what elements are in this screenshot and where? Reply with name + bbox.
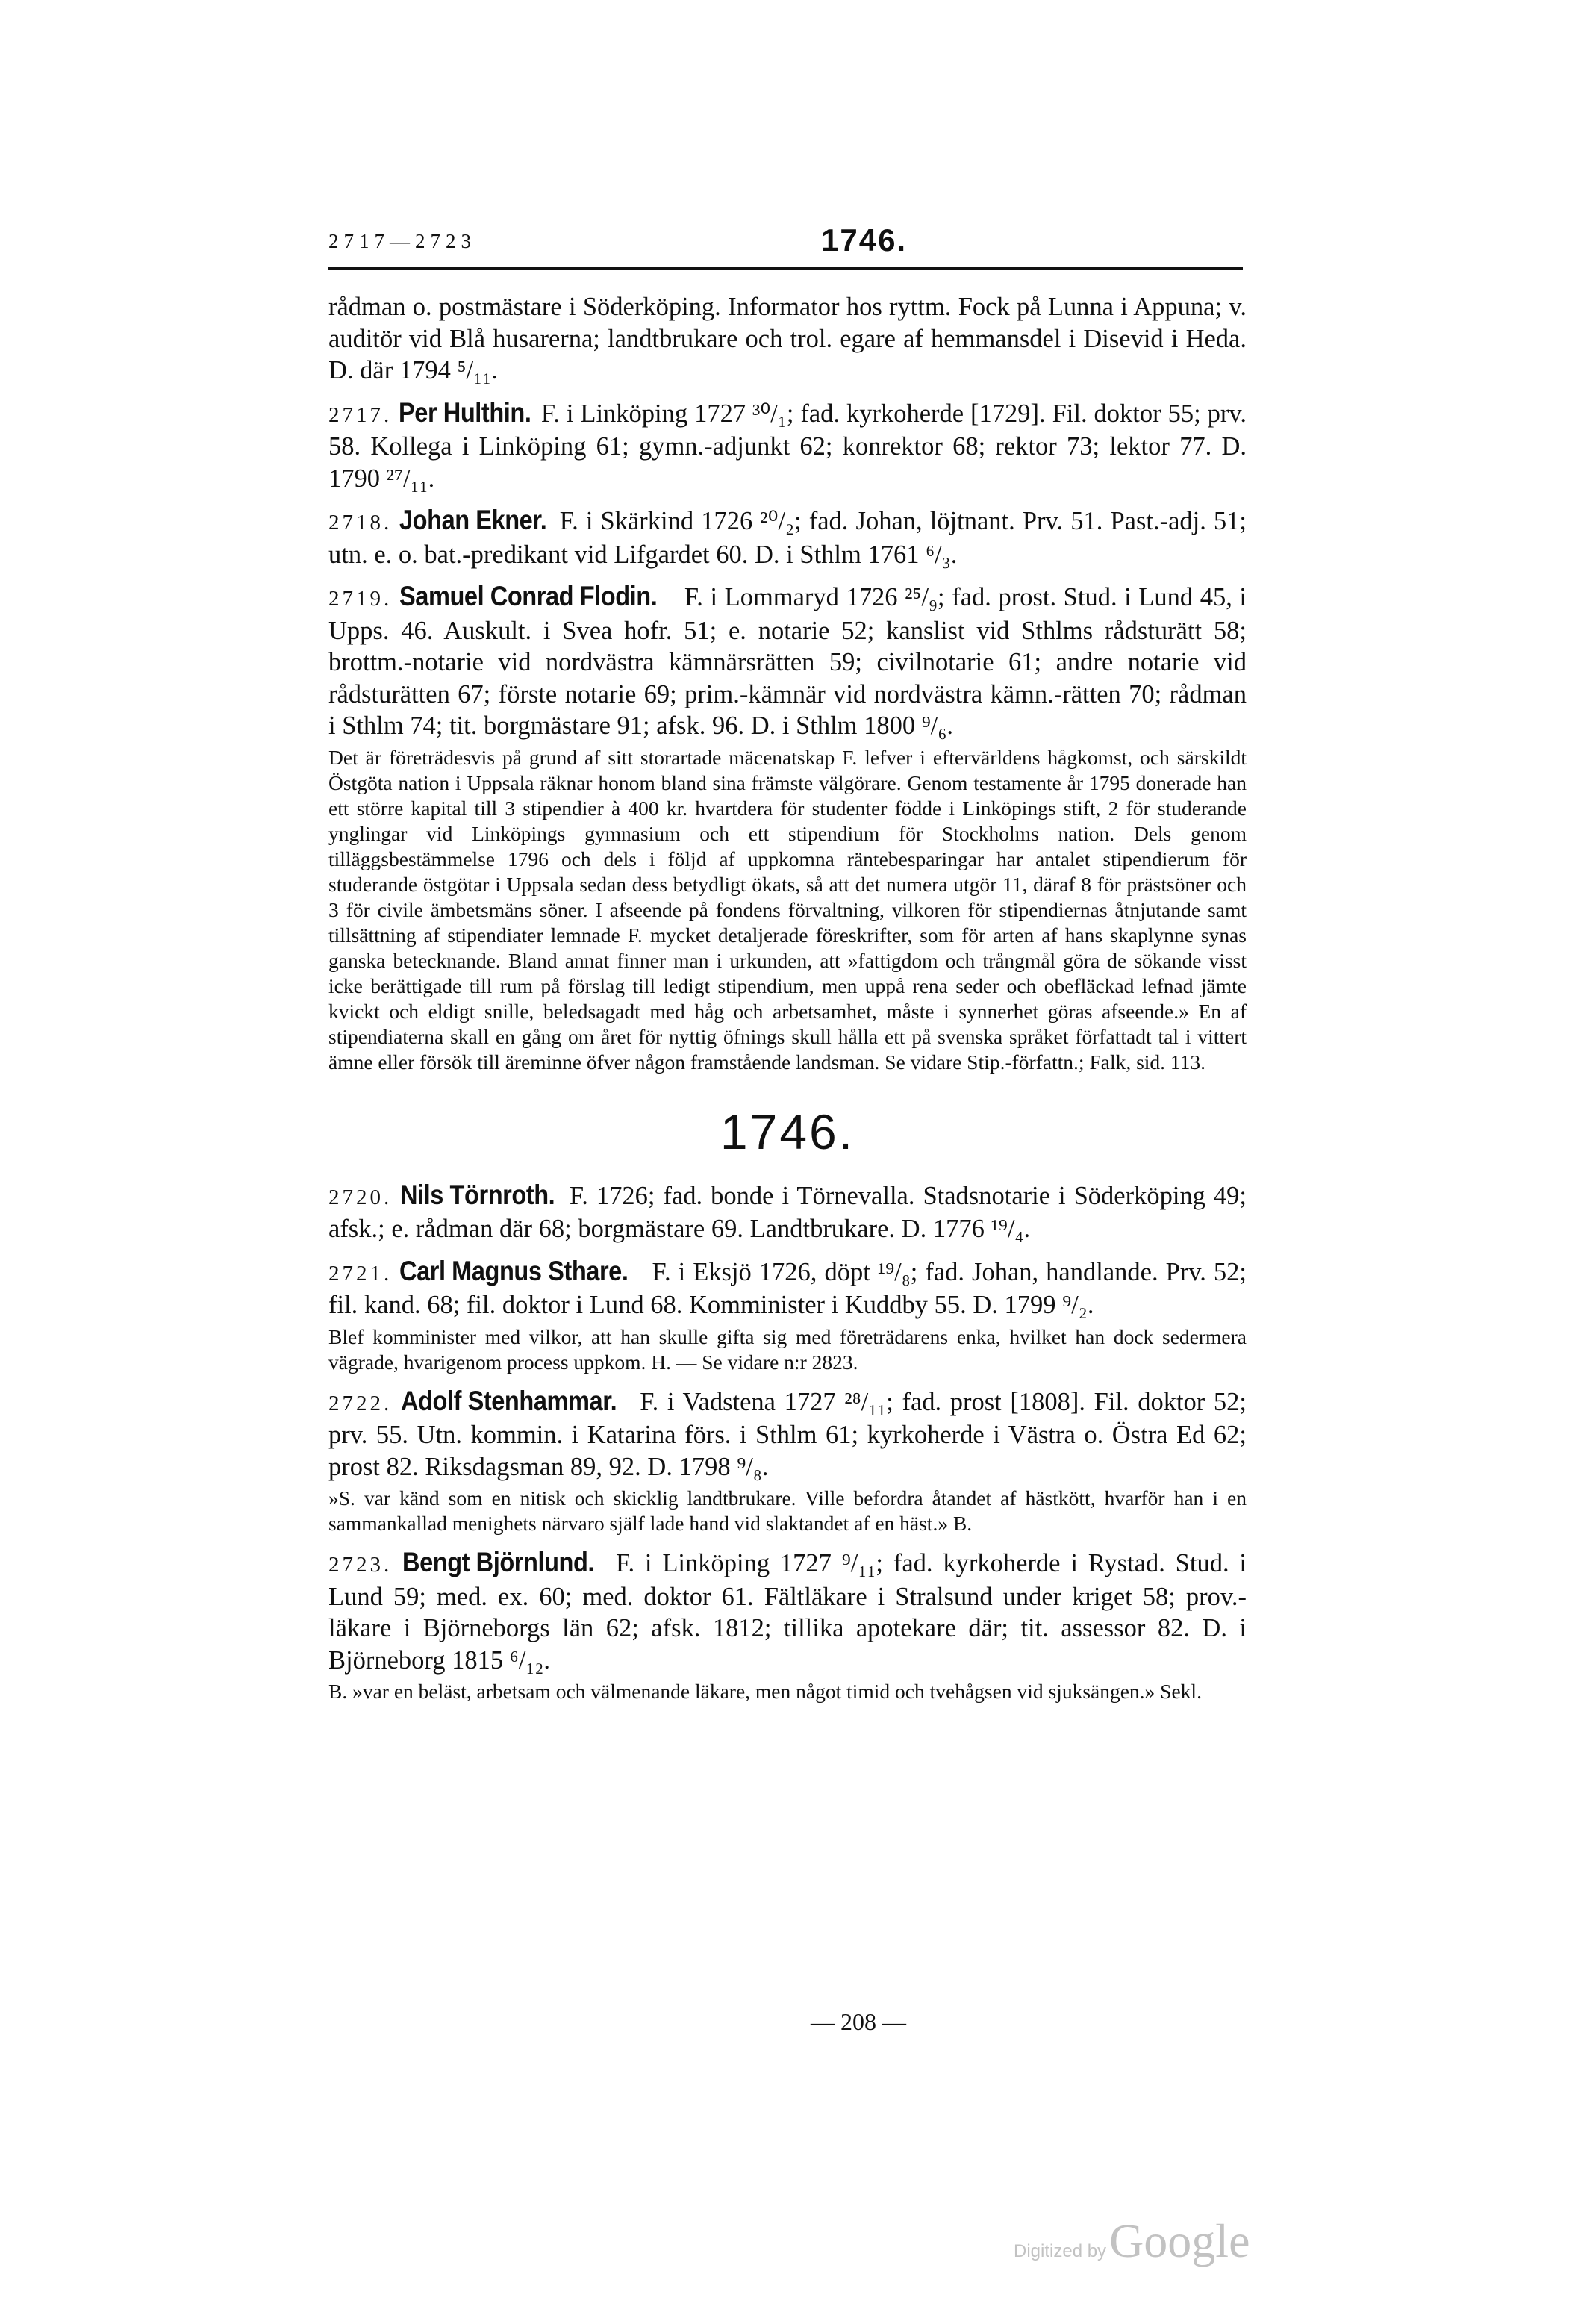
running-head-year: 1746. <box>821 222 908 258</box>
entry-name: Samuel Conrad Flodin. <box>399 581 658 611</box>
entry-text: F. 1726; fad. bonde i Törnevalla. Stadsnotarie i Söderköping 49; afsk.; e. rådman där 68; borgmästare 69. Landtbrukare. D. 1776 ¹⁹/₄. <box>328 1181 1247 1243</box>
entry-name: Carl Magnus Sthare. <box>399 1255 629 1286</box>
entry-name: Nils Törnroth. <box>400 1179 555 1210</box>
digitized-watermark <box>1014 2214 1250 2269</box>
entry-name: Bengt Björnlund. <box>402 1547 595 1577</box>
entry-text: F. i Eksjö 1726, döpt ¹⁹/₈; fad. Johan, handlande. Prv. 52; fil. kand. 68; fil. doktor i Lund 68. Komminister i Kuddby 55. D. 1799 ⁹/₂. <box>328 1257 1247 1319</box>
entry-note: »S. var känd som en nitisk och skicklig landtbrukare. Ville befordra åtandet af hästkött, hvarför han i en sammankallad menighets närvaro själf lade hand vid slaktandet af en häst.» B. <box>328 1486 1247 1535</box>
year-heading: 1746. <box>720 1103 855 1159</box>
entry-note: B. »var en beläst, arbetsam och välmenande läkare, men något timid och tvehågsen vid sjuksängen.» Sekl. <box>328 1680 1202 1703</box>
watermark-caption: Digitized by <box>1014 2241 1107 2261</box>
running-head <box>328 222 1243 270</box>
entry-name: Adolf Stenhammar. <box>400 1385 617 1416</box>
continued-entry-text: rådman o. postmästare i Söderköping. Informator hos ryttm. Fock på Lunna i Appuna; v. auditör vid Blå husarerna; landtbrukare och trol. egare af hemmansdel i Disevid i Heda. D. där 1794 ⁵/₁₁. <box>328 293 1247 384</box>
entry-number: 2718. <box>328 511 393 535</box>
entry-text: F. i Lommaryd 1726 ²⁵/₉; fad. prost. Stud. i Lund 45, i Upps. 46. Auskult. i Svea hofr. 51; e. notarie 52; kanslist vid Sthlms rådsturätt 58; brottm.-notarie vid nordvästra kämnärsrätten 59; civilnotarie 61; andre notarie vid rådsturätten 67; förste notarie 69; prim.-kämnär vid nordvästra kämn.-rätten 70; rådman i Sthlm 74; tit. borgmästare 91; afsk. 96. D. i Sthlm 1800 ⁹/₆. <box>328 583 1247 740</box>
text-column <box>328 291 1247 1704</box>
entry-text: F. i Linköping 1727 ³⁰/₁; fad. kyrkoherde [1729]. Fil. doktor 55; prv. 58. Kollega i Linköping 61; gymn.-adjunkt 62; konrektor 68; rektor 73; lektor 77. D. 1790 ²⁷/₁₁. <box>328 399 1247 493</box>
entry-name: Johan Ekner. <box>399 505 547 535</box>
entry-number: 2722. <box>328 1391 393 1415</box>
entry-2723 <box>328 1547 1247 1704</box>
entry-2720 <box>328 1180 1247 1245</box>
entry-range: 2717—2723 <box>328 230 476 252</box>
entry-note: Blef komminister med vilkor, att han skulle gifta sig med företrädarens enka, hvilket han dock sedermera vägrade, hvarigenom process uppkom. H. — Se vidare n:r 2823. <box>328 1324 1247 1374</box>
entry-number: 2721. <box>328 1261 393 1286</box>
page-number: — 208 — <box>811 2008 906 2035</box>
entry-text: F. i Linköping 1727 ⁹/₁₁; fad. kyrkoherde i Rystad. Stud. i Lund 59; med. ex. 60; med. doktor 61. Fältläkare i Stralsund under kriget 58; prov.-läkare i Björneborgs län 62; afsk. 1812; tillika apotekare där; tit. assessor 82. D. i Björneborg 1815 ⁶/₁₂. <box>328 1549 1247 1675</box>
entry-number: 2720. <box>328 1185 393 1209</box>
entry-text: F. i Vadstena 1727 ²⁸/₁₁; fad. prost [1808]. Fil. doktor 52; prv. 55. Utn. kommin. i Katarina förs. i Sthlm 61; kyrkoherde i Västra o. Östra Ed 62; prost 82. Riksdagsman 89, 92. D. 1798 ⁹/₈. <box>328 1387 1247 1481</box>
entry-number: 2717. <box>328 402 393 427</box>
entry-2719 <box>328 581 1247 1075</box>
entry-2717 <box>328 397 1247 495</box>
google-logo: Google <box>1109 2214 1250 2267</box>
entry-2721 <box>328 1256 1247 1375</box>
entry-2722 <box>328 1386 1247 1537</box>
entry-2718 <box>328 505 1247 570</box>
entry-text: F. i Skärkind 1726 ²⁰/₂; fad. Johan, löjtnant. Prv. 51. Past.-adj. 51; utn. e. o. bat.-predikant vid Lifgardet 60. D. i Sthlm 1761 ⁶/₃. <box>328 507 1247 569</box>
entry-number: 2719. <box>328 587 393 611</box>
entry-number: 2723. <box>328 1553 393 1577</box>
entry-name: Per Hulthin. <box>399 396 531 428</box>
entry-note: Det är företrädesvis på grund af sitt storartade mäcenatskap F. lefver i eftervärldens hågkomst, och särskildt Östgöta nation i Uppsala räknar honom bland sina främste välgörare. Genom testamente år 1795 donerade han ett större kapital till 3 stipendier à 400 kr. hvartdera för studenter födde i Linköpings stift, 2 för studerande ynglingar vid Linköpings gymnasium och ett stipendium för Stockholms nation. Dels genom tilläggsbestämmelse 1796 och dels i följd af uppkomna räntebesparingar har antalet stipendierum för studerande östgötar i Uppsala sedan dess betydligt ökats, så att det numera utgör 11, däraf 8 för prästsöner och 3 för civile ämbetsmäns söner. I afseende på fondens förvaltning, vilkoren för stipendiernas åtnjutande samt tillsättning af stipendiater lemnade F. mycket detaljerade föreskrifter, som för arten af hans skaplynne synas ganska betecknande. Bland annat finner man i urkunden, att »fattigdom och trångmål göra de sökande visst icke berättigade till rum på förslag till ledigt stipendium, men uppå rena seder och obefläckad lefnad jämte kvickt och eldigt snille, beledsagadt med håg och arbetsamhet, måste i synnerhet göras afseende.» En af stipendiaterna skall en gång om året för nyttig öfnings skull hålla ett på svenska språket författadt tal i vittert ämne eller försök till äreminne öfver någon framstående landsman. Se vidare Stip.-författn.; Falk, sid. 113. <box>328 745 1247 1074</box>
